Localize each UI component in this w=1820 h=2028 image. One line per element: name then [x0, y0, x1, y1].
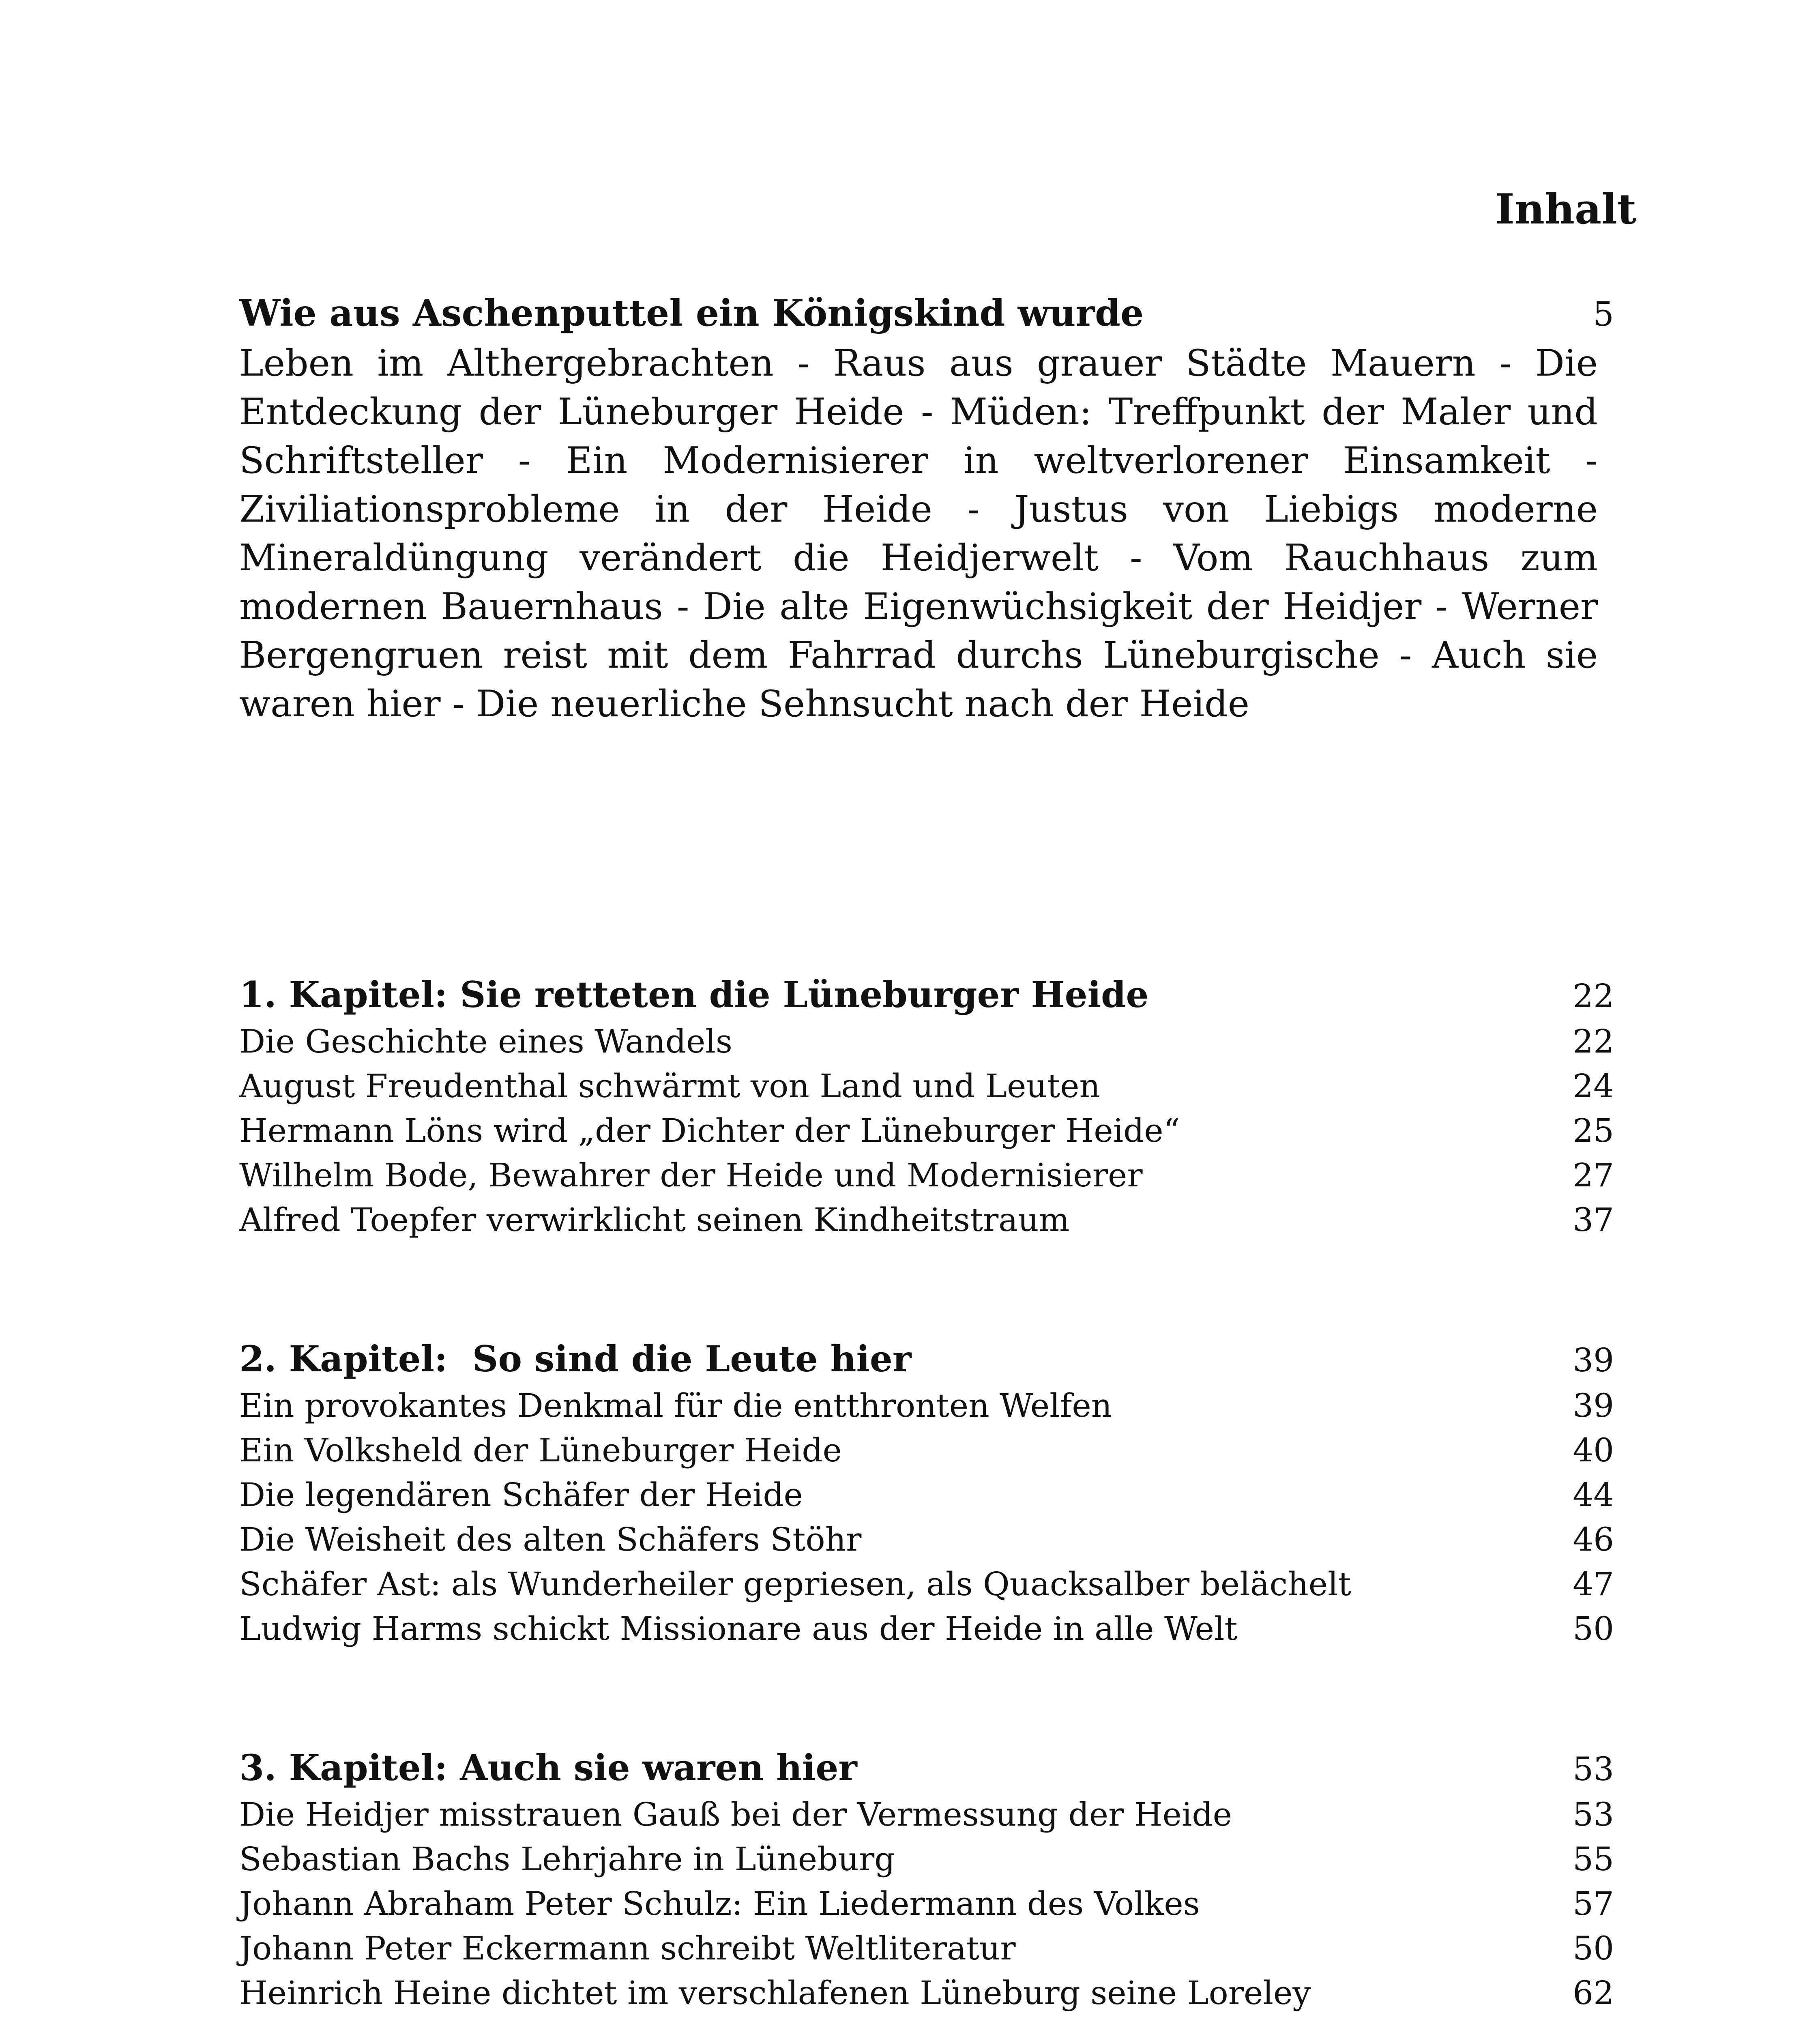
entry-page-number: 44	[1573, 1476, 1614, 1514]
intro-summary: Leben im Althergebrachten - Raus aus grauer Städte Mauern - Die Entdeckung der Lüneburger Heide - Müden: Treffpunkt der Maler und Schriftsteller - Ein Modernisierer in weltverlorener Einsamkeit - Ziviliationsprobleme in der Heide - Justus von Liebigs moderne Mineraldüngung verändert die Heidjerwelt - Vom Rauchhaus zum modernen Bauernhaus - Die alte Eigenwüchsigkeit der Heidjer - Werner Bergengruen reist mit dem Fahrrad durchs Lüneburgische - Auch sie waren hier - Die neuerliche Sehnsucht nach der Heide	[239, 342, 1598, 725]
toc-entry	[239, 1792, 1614, 1837]
chapter-page-number: 53	[1573, 1750, 1614, 1788]
entry-page-number: 55	[1573, 1840, 1614, 1878]
page-title: Inhalt	[1495, 185, 1636, 234]
chapter-title: 1. Kapitel: Sie retteten die Lüneburger Heide	[239, 973, 1149, 1016]
chapter-2	[239, 1336, 1614, 1651]
chapter-heading-row	[239, 971, 1614, 1019]
toc-entry	[239, 1882, 1614, 1926]
entry-title: Ein Volksheld der Lüneburger Heide	[239, 1431, 842, 1469]
chapter-title: 2. Kapitel: So sind die Leute hier	[239, 1338, 912, 1380]
toc-entry	[239, 1109, 1614, 1153]
chapter-title: 3. Kapitel: Auch sie waren hier	[239, 1747, 857, 1789]
intro-page-number: 5	[1592, 295, 1614, 334]
entry-page-number: 53	[1573, 1796, 1614, 1833]
entry-page-number: 57	[1573, 1885, 1614, 1923]
toc-entry	[239, 1428, 1614, 1473]
entry-title: Die Heidjer misstrauen Gauß bei der Vermessung der Heide	[239, 1796, 1232, 1833]
toc-entry	[239, 1198, 1614, 1242]
toc-entry	[239, 1517, 1614, 1562]
entry-page-number: 50	[1573, 1610, 1614, 1648]
entry-page-number: 39	[1573, 1387, 1614, 1424]
entry-title: Johann Abraham Peter Schulz: Ein Liedermann des Volkes	[239, 1885, 1200, 1923]
entry-page-number: 50	[1573, 1929, 1614, 1967]
entry-title: Schäfer Ast: als Wunderheiler gepriesen, als Quacksalber belächelt	[239, 1565, 1351, 1603]
entry-title: Johann Peter Eckermann schreibt Weltliteratur	[239, 1929, 1016, 1967]
toc-entry	[239, 1384, 1614, 1428]
toc-entry	[239, 1971, 1614, 2015]
entry-page-number: 27	[1573, 1156, 1614, 1194]
entry-page-number: 25	[1573, 1112, 1614, 1149]
entry-page-number: 62	[1573, 1974, 1614, 2012]
toc-entry	[239, 1562, 1614, 1607]
chapter-3	[239, 1744, 1614, 2015]
entry-title: Hermann Löns wird „der Dichter der Lüneburger Heide“	[239, 1112, 1180, 1149]
intro-heading-row	[239, 289, 1614, 339]
chapter-page-number: 22	[1573, 977, 1614, 1015]
chapter-1	[239, 971, 1614, 1242]
entry-title: Sebastian Bachs Lehrjahre in Lüneburg	[239, 1840, 895, 1878]
chapter-page-number: 39	[1573, 1341, 1614, 1379]
entry-title: August Freudenthal schwärmt von Land und Leuten	[239, 1067, 1100, 1105]
intro-section	[239, 289, 1614, 728]
toc-entry	[239, 1153, 1614, 1198]
entry-title: Heinrich Heine dichtet im verschlafenen Lüneburg seine Loreley	[239, 1974, 1311, 2012]
entry-page-number: 22	[1573, 1023, 1614, 1060]
toc-entry	[239, 1837, 1614, 1882]
toc-entry	[239, 1926, 1614, 1971]
intro-title: Wie aus Aschenputtel ein Königskind wurde	[239, 292, 1144, 335]
toc-entry	[239, 1607, 1614, 1651]
entry-page-number: 47	[1573, 1565, 1614, 1603]
chapter-heading-row	[239, 1336, 1614, 1384]
toc-entry	[239, 1019, 1614, 1064]
chapter-list	[239, 971, 1614, 2028]
entry-title: Die legendären Schäfer der Heide	[239, 1476, 803, 1514]
entry-page-number: 46	[1573, 1521, 1614, 1558]
entry-title: Die Geschichte eines Wandels	[239, 1023, 732, 1060]
entry-title: Alfred Toepfer verwirklicht seinen Kindheitstraum	[239, 1201, 1070, 1239]
entry-title: Die Weisheit des alten Schäfers Stöhr	[239, 1521, 862, 1558]
entry-title: Ludwig Harms schickt Missionare aus der Heide in alle Welt	[239, 1610, 1238, 1648]
entry-page-number: 37	[1573, 1201, 1614, 1239]
toc-entry	[239, 1473, 1614, 1517]
entry-title: Ein provokantes Denkmal für die entthronten Welfen	[239, 1387, 1112, 1424]
chapter-heading-row	[239, 1744, 1614, 1792]
entry-title: Wilhelm Bode, Bewahrer der Heide und Modernisierer	[239, 1156, 1143, 1194]
toc-entry	[239, 1064, 1614, 1109]
entry-page-number: 24	[1573, 1067, 1614, 1105]
entry-page-number: 40	[1573, 1431, 1614, 1469]
